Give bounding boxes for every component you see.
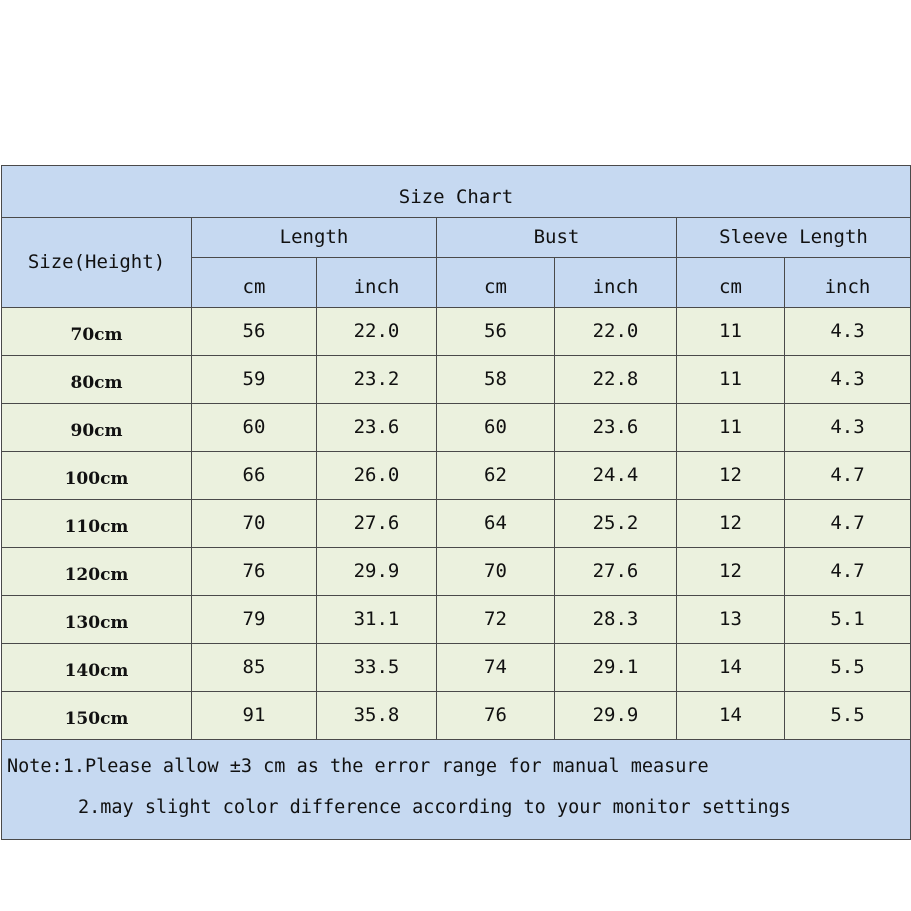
measure-cell: 66 [192,452,317,500]
unit-header: cm [437,258,555,308]
measure-cell: 28.3 [555,596,677,644]
measure-cell: 24.4 [555,452,677,500]
measure-cell: 76 [192,548,317,596]
measure-cell: 29.1 [555,644,677,692]
measure-cell: 12 [677,500,785,548]
measure-cell: 11 [677,404,785,452]
measure-cell: 5.1 [785,596,911,644]
measure-cell: 4.7 [785,452,911,500]
bust-header: Bust [437,218,677,258]
size-cell: 100cm [2,452,192,500]
chart-title: Size Chart [2,166,911,218]
measure-cell: 60 [437,404,555,452]
measure-cell: 5.5 [785,692,911,740]
size-cell: 70cm [2,308,192,356]
measure-cell: 4.3 [785,404,911,452]
table-row [2,548,911,596]
measure-cell: 4.3 [785,356,911,404]
unit-header: cm [677,258,785,308]
size-cell: 80cm [2,356,192,404]
measure-cell: 27.6 [317,500,437,548]
size-cell: 120cm [2,548,192,596]
measure-cell: 56 [437,308,555,356]
size-cell: 140cm [2,644,192,692]
measure-cell: 64 [437,500,555,548]
measure-cell: 58 [437,356,555,404]
measure-cell: 22.8 [555,356,677,404]
measure-cell: 4.3 [785,308,911,356]
table-row [2,404,911,452]
unit-header: inch [317,258,437,308]
measure-cell: 5.5 [785,644,911,692]
measure-cell: 72 [437,596,555,644]
measure-cell: 4.7 [785,500,911,548]
measure-cell: 56 [192,308,317,356]
measure-cell: 12 [677,452,785,500]
size-cell: 90cm [2,404,192,452]
measure-cell: 27.6 [555,548,677,596]
measure-cell: 70 [437,548,555,596]
measure-cell: 91 [192,692,317,740]
measure-cell: 13 [677,596,785,644]
unit-header: inch [555,258,677,308]
measure-cell: 62 [437,452,555,500]
table-row [2,452,911,500]
unit-header: cm [192,258,317,308]
sleeve-length-header: Sleeve Length [677,218,911,258]
measure-cell: 14 [677,692,785,740]
size-cell: 130cm [2,596,192,644]
size-cell: 110cm [2,500,192,548]
measure-cell: 14 [677,644,785,692]
notes-cell [2,740,911,840]
note-line-1: Note:1.Please allow ±3 cm as the error range for manual measure [7,756,709,777]
measure-cell: 22.0 [555,308,677,356]
size-cell: 150cm [2,692,192,740]
note-line-2: 2.may slight color difference according to your monitor settings [78,796,791,818]
table-row [2,500,911,548]
measure-cell: 79 [192,596,317,644]
measure-cell: 4.7 [785,548,911,596]
size-rows [2,308,911,740]
measure-cell: 35.8 [317,692,437,740]
measure-cell: 12 [677,548,785,596]
table-row [2,596,911,644]
measure-cell: 23.6 [317,404,437,452]
measure-cell: 33.5 [317,644,437,692]
measure-cell: 29.9 [317,548,437,596]
measure-cell: 31.1 [317,596,437,644]
table-row [2,692,911,740]
size-chart-table [1,165,911,840]
measure-cell: 22.0 [317,308,437,356]
measure-cell: 59 [192,356,317,404]
measure-cell: 85 [192,644,317,692]
measure-cell: 11 [677,308,785,356]
measure-cell: 23.2 [317,356,437,404]
measure-cell: 74 [437,644,555,692]
length-header: Length [192,218,437,258]
measure-cell: 23.6 [555,404,677,452]
table-row [2,356,911,404]
measure-cell: 60 [192,404,317,452]
measure-cell: 70 [192,500,317,548]
measure-cell: 29.9 [555,692,677,740]
table-row [2,308,911,356]
unit-header: inch [785,258,911,308]
size-height-header: Size(Height) [2,218,192,308]
measure-cell: 26.0 [317,452,437,500]
measure-cell: 25.2 [555,500,677,548]
measure-cell: 76 [437,692,555,740]
table-row [2,644,911,692]
measure-cell: 11 [677,356,785,404]
